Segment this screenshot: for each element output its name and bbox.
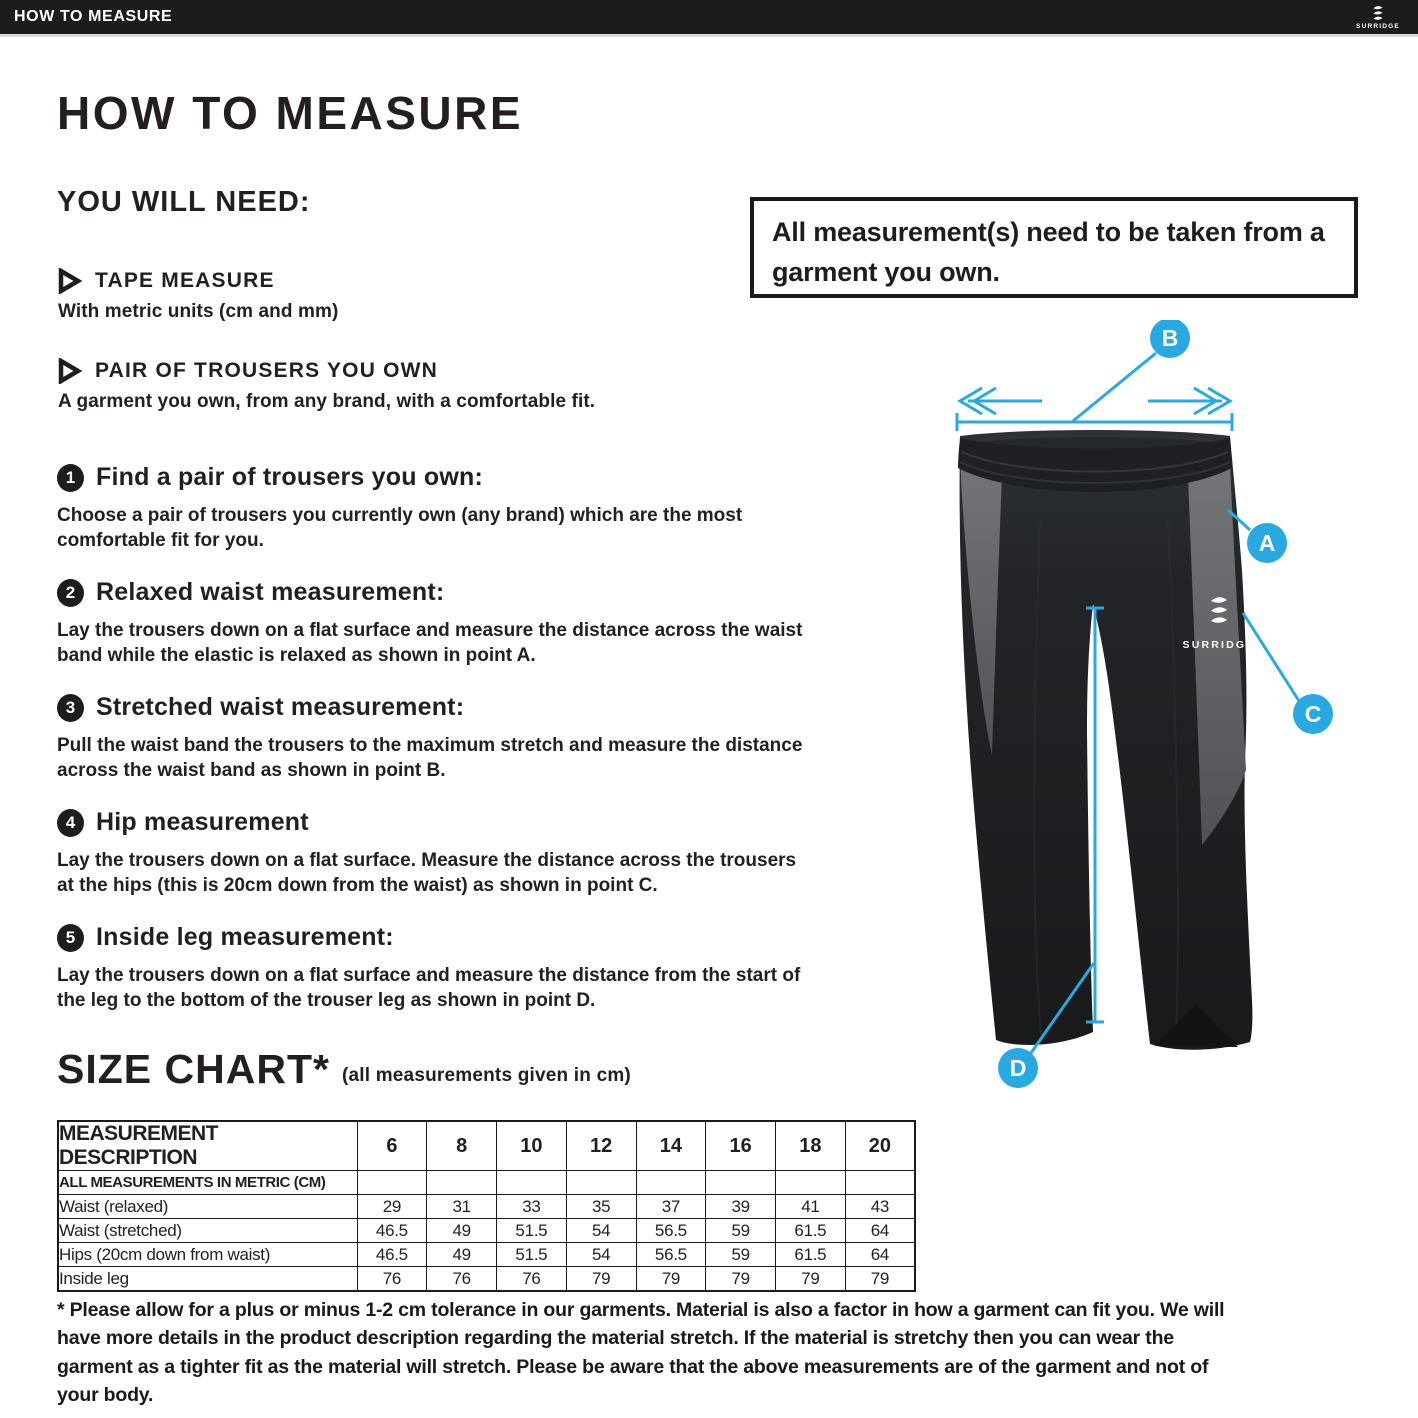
- cell: [845, 1171, 915, 1195]
- table-row: [58, 1171, 915, 1195]
- table-row: [58, 1243, 915, 1267]
- column-header: MEASUREMENT DESCRIPTION: [58, 1121, 357, 1171]
- cell: 33: [497, 1195, 567, 1219]
- step-3: [57, 693, 819, 783]
- cell: [497, 1171, 567, 1195]
- cell: 51.5: [497, 1243, 567, 1267]
- step-number-badge: 4: [57, 809, 84, 837]
- trousers-diagram: [880, 320, 1418, 1110]
- trousers-illustration: [880, 320, 1418, 1110]
- cell: 54: [566, 1243, 636, 1267]
- need-item-tape-measure: [57, 268, 777, 323]
- cell: 46.5: [357, 1243, 427, 1267]
- step-title: Stretched waist measurement:: [96, 693, 465, 721]
- need-item-description: A garment you own, from any brand, with a comfortable fit.: [58, 391, 596, 412]
- surridge-s-icon: [1370, 5, 1386, 22]
- tolerance-footnote: * Please allow for a plus or minus 1-2 cm tolerance in our garments. Material is also a factor in how a garment can fit you. We will have more details in the product description regarding the material stretch. If the material is stretchy then you can wear the garment as a tighter fit as the material will stretch. Please be aware that the above measurements are of the garment and not of your body.: [57, 1299, 1225, 1406]
- measurement-note-text: All measurement(s) need to be taken from a garment you own.: [772, 217, 1325, 287]
- size-chart-title: SIZE CHART*: [57, 1046, 330, 1092]
- step-1: [57, 463, 819, 553]
- cell: 39: [706, 1195, 776, 1219]
- column-header: 16: [706, 1121, 776, 1171]
- cell: 29: [357, 1195, 427, 1219]
- cell: [566, 1171, 636, 1195]
- cell: 46.5: [357, 1219, 427, 1243]
- size-chart-header-row: [58, 1121, 915, 1171]
- column-header: 6: [357, 1121, 427, 1171]
- cell: 49: [427, 1243, 497, 1267]
- need-item-title: TAPE MEASURE: [95, 269, 275, 292]
- cell: [706, 1171, 776, 1195]
- cell: 54: [566, 1219, 636, 1243]
- step-title: Inside leg measurement:: [96, 923, 394, 951]
- triangle-bullet-icon: [57, 268, 82, 294]
- cell: 49: [427, 1219, 497, 1243]
- need-item-description: With metric units (cm and mm): [58, 301, 339, 322]
- row-label: Hips (20cm down from waist): [58, 1243, 357, 1267]
- step-description: Choose a pair of trousers you currently own (any brand) which are the most comfortable fit for you.: [57, 505, 743, 552]
- need-item-title: PAIR OF TROUSERS YOU OWN: [95, 359, 439, 382]
- cell: 64: [845, 1243, 915, 1267]
- surridge-logo: [1346, 1, 1410, 33]
- step-number-badge: 2: [57, 579, 84, 607]
- marker-C: [1293, 694, 1333, 734]
- cell: 76: [357, 1267, 427, 1292]
- step-description: Lay the trousers down on a flat surface. Measure the distance across the trousers at the hips (this is 20cm down from the waist) as shown in point C.: [57, 850, 797, 897]
- title-bar: [0, 0, 1418, 37]
- need-item-trousers: [57, 358, 777, 413]
- step-description: Lay the trousers down on a flat surface and measure the distance from the start of the leg to the bottom of the trouser leg as shown in point D.: [57, 965, 801, 1012]
- marker-B: [1150, 320, 1190, 358]
- step-title: Find a pair of trousers you own:: [96, 463, 483, 491]
- cell: 43: [845, 1195, 915, 1219]
- svg-text:B: B: [1161, 325, 1179, 351]
- cell: [357, 1171, 427, 1195]
- cell: 51.5: [497, 1219, 567, 1243]
- cell: 79: [706, 1267, 776, 1292]
- cell: 56.5: [636, 1243, 706, 1267]
- cell: 59: [706, 1219, 776, 1243]
- cell: [636, 1171, 706, 1195]
- cell: 79: [566, 1267, 636, 1292]
- row-label: ALL MEASUREMENTS IN METRIC (CM): [58, 1171, 357, 1195]
- cell: 61.5: [776, 1219, 846, 1243]
- step-title: Hip measurement: [96, 808, 309, 836]
- svg-text:SURRIDGE: SURRIDGE: [1182, 639, 1256, 651]
- you-will-need-heading: YOU WILL NEED:: [57, 186, 311, 218]
- column-header: 8: [427, 1121, 497, 1171]
- triangle-bullet-icon: [57, 358, 82, 384]
- cell: [776, 1171, 846, 1195]
- step-5: [57, 923, 819, 1013]
- step-description: Pull the waist band the trousers to the maximum stretch and measure the distance across the waist band as shown in point B.: [57, 735, 803, 782]
- step-2: [57, 578, 819, 668]
- column-header: 12: [566, 1121, 636, 1171]
- column-header: 18: [776, 1121, 846, 1171]
- column-header: 14: [636, 1121, 706, 1171]
- cell: 35: [566, 1195, 636, 1219]
- cell: [427, 1171, 497, 1195]
- cell: 37: [636, 1195, 706, 1219]
- size-chart-table: [57, 1120, 916, 1292]
- svg-text:A: A: [1258, 530, 1276, 556]
- table-row: [58, 1267, 915, 1292]
- step-4: [57, 808, 819, 898]
- size-chart-heading: [57, 1046, 631, 1093]
- row-label: Inside leg: [58, 1267, 357, 1292]
- marker-A: [1247, 523, 1287, 563]
- step-number-badge: 5: [57, 924, 84, 952]
- title-bar-text: HOW TO MEASURE: [14, 8, 173, 25]
- svg-text:D: D: [1009, 1055, 1027, 1081]
- step-number-badge: 1: [57, 464, 84, 492]
- table-row: [58, 1219, 915, 1243]
- cell: 61.5: [776, 1243, 846, 1267]
- svg-text:C: C: [1304, 701, 1322, 727]
- cell: 76: [427, 1267, 497, 1292]
- page-title: HOW TO MEASURE: [57, 87, 524, 139]
- step-description: Lay the trousers down on a flat surface and measure the distance across the waist band while the elastic is relaxed as shown in point A.: [57, 620, 803, 667]
- cell: 41: [776, 1195, 846, 1219]
- measurement-note-box: [750, 197, 1358, 298]
- cell: 56.5: [636, 1219, 706, 1243]
- cell: 31: [427, 1195, 497, 1219]
- marker-D: [998, 1048, 1038, 1088]
- step-title: Relaxed waist measurement:: [96, 578, 445, 606]
- row-label: Waist (relaxed): [58, 1195, 357, 1219]
- size-chart-subtitle: (all measurements given in cm): [341, 1065, 631, 1086]
- table-row: [58, 1195, 915, 1219]
- step-number-badge: 3: [57, 694, 84, 722]
- row-label: Waist (stretched): [58, 1219, 357, 1243]
- column-header: 20: [845, 1121, 915, 1171]
- column-header: 10: [497, 1121, 567, 1171]
- surridge-wordmark: SURRIDGE: [1356, 22, 1400, 30]
- cell: 79: [845, 1267, 915, 1292]
- cell: 76: [497, 1267, 567, 1292]
- cell: 59: [706, 1243, 776, 1267]
- cell: 64: [845, 1219, 915, 1243]
- cell: 79: [776, 1267, 846, 1292]
- cell: 79: [636, 1267, 706, 1292]
